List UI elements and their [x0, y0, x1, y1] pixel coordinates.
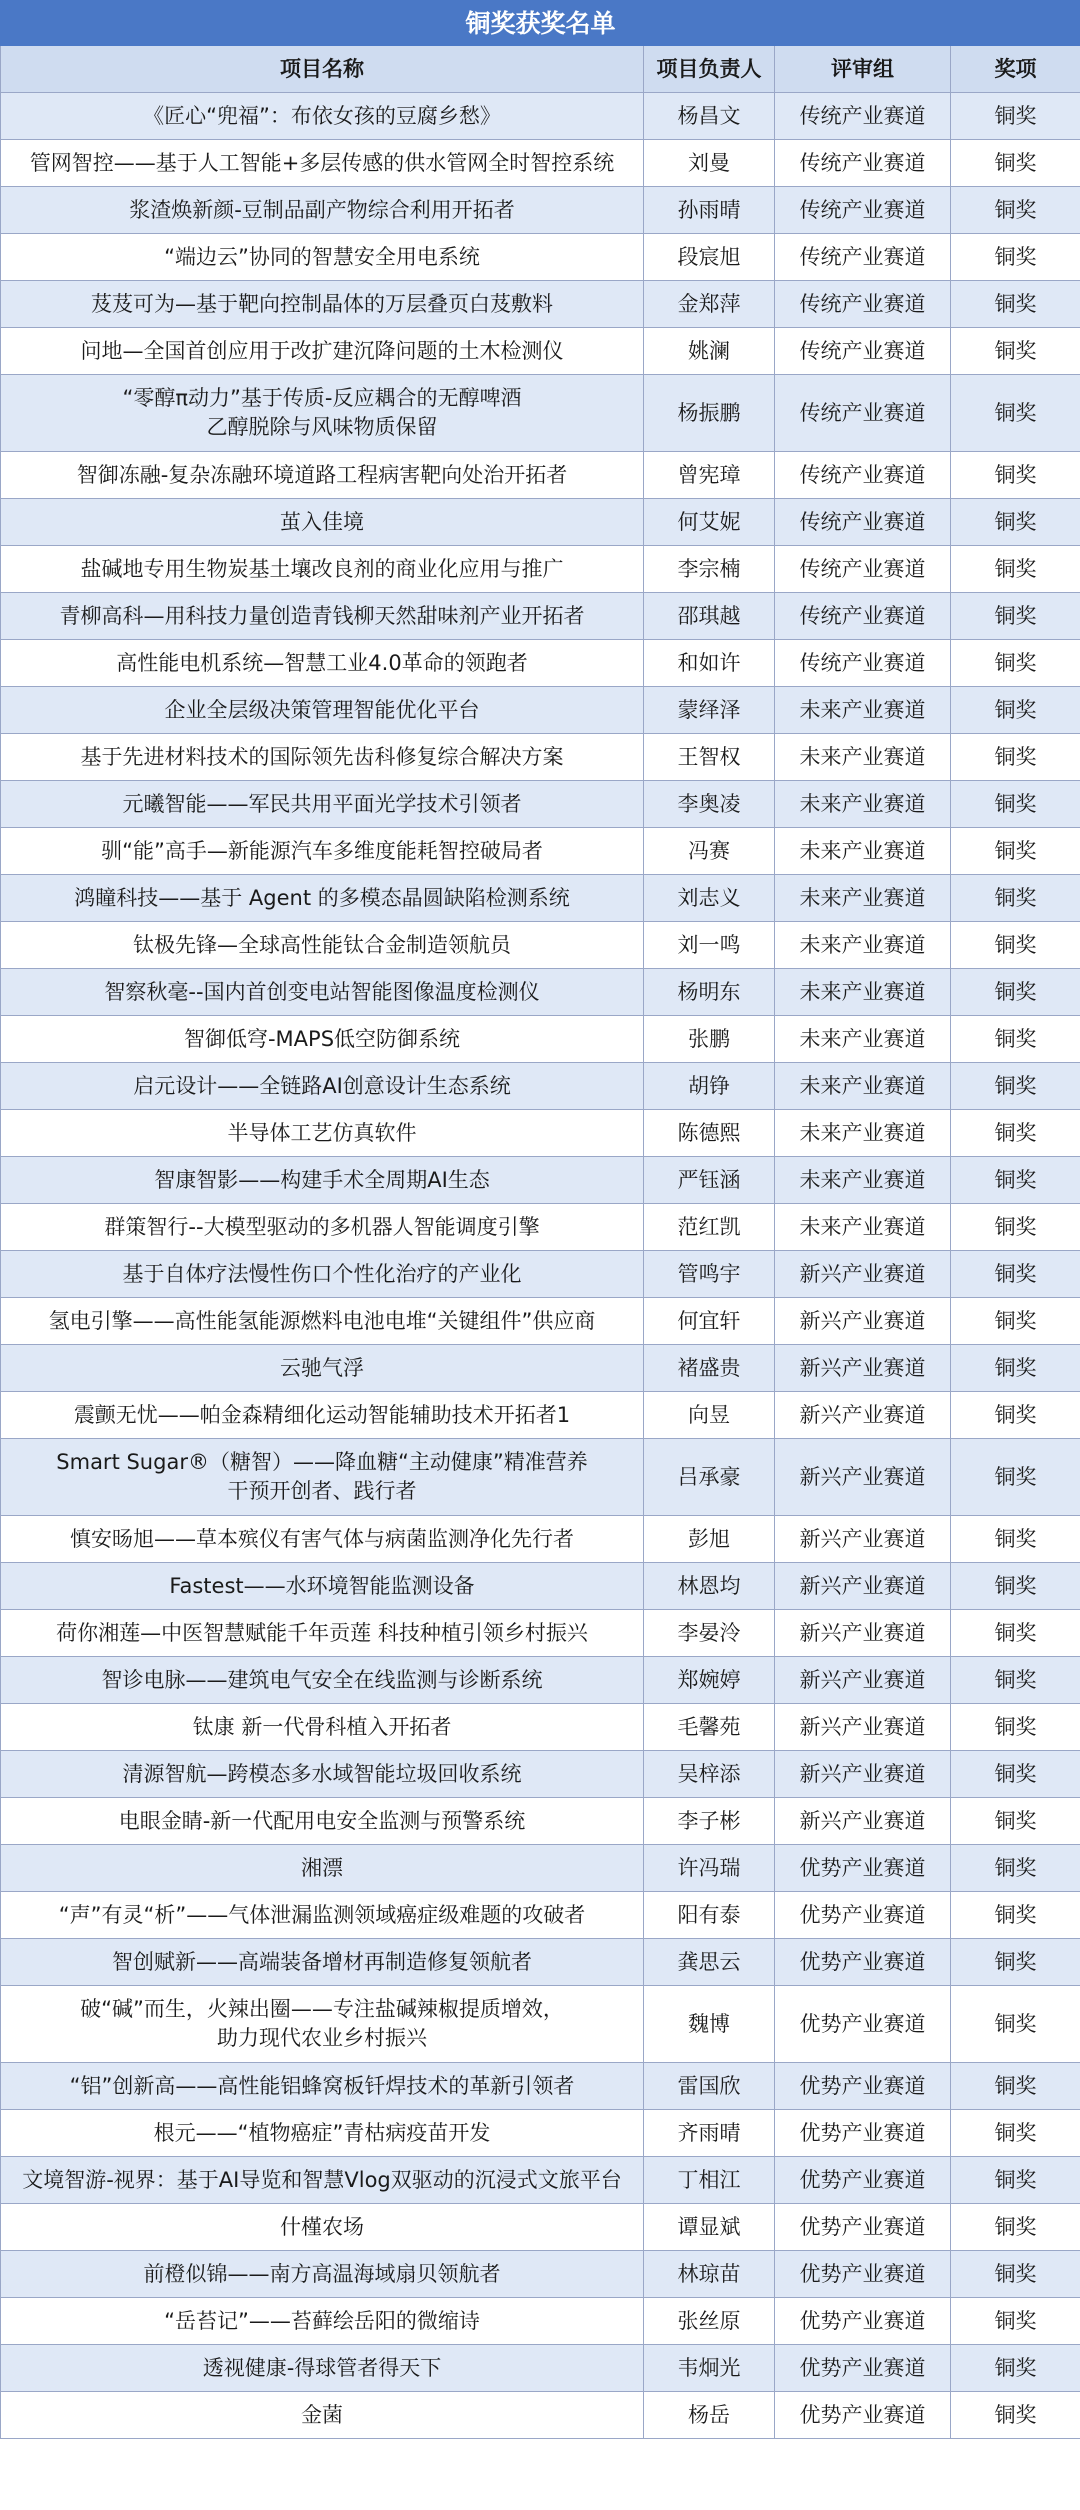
award-cell: 铜奖 — [951, 1657, 1080, 1704]
review-group-cell: 新兴产业赛道 — [775, 1345, 951, 1392]
project-name-cell: 氢电引擎——高性能氢能源燃料电池电堆“关键组件”供应商 — [1, 1298, 644, 1345]
table-row — [1, 1392, 1080, 1439]
review-group-cell: 新兴产业赛道 — [775, 1298, 951, 1345]
review-group-cell: 传统产业赛道 — [775, 281, 951, 328]
table-row — [1, 875, 1080, 922]
project-name-cell: 启元设计——全链路AI创意设计生态系统 — [1, 1063, 644, 1110]
review-group-cell: 优势产业赛道 — [775, 1986, 951, 2063]
table-row — [1, 2110, 1080, 2157]
leader-cell: 吴梓添 — [644, 1751, 775, 1798]
review-group-cell: 优势产业赛道 — [775, 2063, 951, 2110]
review-group-cell: 未来产业赛道 — [775, 781, 951, 828]
review-group-cell: 新兴产业赛道 — [775, 1251, 951, 1298]
project-name-cell: 半导体工艺仿真软件 — [1, 1110, 644, 1157]
project-name-cell: “铝”创新高——高性能铝蜂窝板钎焊技术的革新引领者 — [1, 2063, 644, 2110]
table-row — [1, 328, 1080, 375]
project-name-cell: 透视健康-得球管者得天下 — [1, 2345, 644, 2392]
project-name-cell: 金菌 — [1, 2392, 644, 2439]
award-cell: 铜奖 — [951, 687, 1080, 734]
leader-cell: 毛馨苑 — [644, 1704, 775, 1751]
review-group-cell: 优势产业赛道 — [775, 2157, 951, 2204]
table-row — [1, 2392, 1080, 2439]
award-cell: 铜奖 — [951, 828, 1080, 875]
project-name-cell: 驯“能”高手—新能源汽车多维度能耗智控破局者 — [1, 828, 644, 875]
table-row — [1, 1986, 1080, 2063]
review-group-cell: 新兴产业赛道 — [775, 1657, 951, 1704]
award-cell: 铜奖 — [951, 1892, 1080, 1939]
table-row — [1, 1204, 1080, 1251]
project-name-cell: 钛极先锋—全球高性能钛合金制造领航员 — [1, 922, 644, 969]
table-row — [1, 281, 1080, 328]
table-row — [1, 1063, 1080, 1110]
review-group-cell: 新兴产业赛道 — [775, 1798, 951, 1845]
project-name-cell: 云驰气浮 — [1, 1345, 644, 1392]
review-group-cell: 未来产业赛道 — [775, 969, 951, 1016]
table-row — [1, 452, 1080, 499]
leader-cell: 管鸣宇 — [644, 1251, 775, 1298]
award-cell: 铜奖 — [951, 875, 1080, 922]
table-row — [1, 969, 1080, 1016]
leader-cell: 严钰涵 — [644, 1157, 775, 1204]
table-row — [1, 1563, 1080, 1610]
column-header-leader: 项目负责人 — [644, 46, 775, 93]
project-name-cell: 芨芨可为—基于靶向控制晶体的万层叠页白芨敷料 — [1, 281, 644, 328]
project-name-cell: 元曦智能——军民共用平面光学技术引领者 — [1, 781, 644, 828]
review-group-cell: 优势产业赛道 — [775, 2204, 951, 2251]
award-cell: 铜奖 — [951, 1516, 1080, 1563]
leader-cell: 吕承豪 — [644, 1439, 775, 1516]
project-name-cell: 智康智影——构建手术全周期AI生态 — [1, 1157, 644, 1204]
table-row — [1, 234, 1080, 281]
project-name-cell: 茧入佳境 — [1, 499, 644, 546]
review-group-cell: 传统产业赛道 — [775, 93, 951, 140]
award-cell: 铜奖 — [951, 1986, 1080, 2063]
leader-cell: 刘曼 — [644, 140, 775, 187]
table-row — [1, 593, 1080, 640]
project-name-cell: “端边云”协同的智慧安全用电系统 — [1, 234, 644, 281]
leader-cell: 彭旭 — [644, 1516, 775, 1563]
award-cell: 铜奖 — [951, 1798, 1080, 1845]
project-name-cell: 《匠心“兜福”：布依女孩的豆腐乡愁》 — [1, 93, 644, 140]
review-group-cell: 传统产业赛道 — [775, 328, 951, 375]
award-cell: 铜奖 — [951, 1298, 1080, 1345]
column-header-name: 项目名称 — [1, 46, 644, 93]
leader-cell: 金郑萍 — [644, 281, 775, 328]
project-name-cell: 高性能电机系统—智慧工业4.0革命的领跑者 — [1, 640, 644, 687]
leader-cell: 杨昌文 — [644, 93, 775, 140]
table-row — [1, 140, 1080, 187]
leader-cell: 何艾妮 — [644, 499, 775, 546]
leader-cell: 雷国欣 — [644, 2063, 775, 2110]
table-row — [1, 1610, 1080, 1657]
project-name-cell: “岳苔记”——苔藓绘岳阳的微缩诗 — [1, 2298, 644, 2345]
table-row — [1, 781, 1080, 828]
project-name-cell: 盐碱地专用生物炭基土壤改良剂的商业化应用与推广 — [1, 546, 644, 593]
review-group-cell: 新兴产业赛道 — [775, 1563, 951, 1610]
leader-cell: 范红凯 — [644, 1204, 775, 1251]
review-group-cell: 优势产业赛道 — [775, 2345, 951, 2392]
table-title: 铜奖获奖名单 — [1, 1, 1080, 46]
leader-cell: 向昱 — [644, 1392, 775, 1439]
award-cell: 铜奖 — [951, 2345, 1080, 2392]
table-row — [1, 2251, 1080, 2298]
column-header-group: 评审组 — [775, 46, 951, 93]
table-row — [1, 1704, 1080, 1751]
leader-cell: 胡铮 — [644, 1063, 775, 1110]
project-name-cell: 电眼金睛-新一代配用电安全监测与预警系统 — [1, 1798, 644, 1845]
review-group-cell: 传统产业赛道 — [775, 452, 951, 499]
review-group-cell: 未来产业赛道 — [775, 1157, 951, 1204]
leader-cell: 张丝原 — [644, 2298, 775, 2345]
table-row — [1, 499, 1080, 546]
leader-cell: 褚盛贵 — [644, 1345, 775, 1392]
award-cell: 铜奖 — [951, 93, 1080, 140]
leader-cell: 冯赛 — [644, 828, 775, 875]
table-body — [1, 93, 1080, 2439]
project-name-cell: “零醇π动力”基于传质-反应耦合的无醇啤酒 乙醇脱除与风味物质保留 — [1, 375, 644, 452]
award-cell: 铜奖 — [951, 1563, 1080, 1610]
review-group-cell: 未来产业赛道 — [775, 687, 951, 734]
award-cell: 铜奖 — [951, 1204, 1080, 1251]
table-row — [1, 1439, 1080, 1516]
award-cell: 铜奖 — [951, 375, 1080, 452]
project-name-cell: 群策智行--大模型驱动的多机器人智能调度引擎 — [1, 1204, 644, 1251]
award-cell: 铜奖 — [951, 1704, 1080, 1751]
review-group-cell: 新兴产业赛道 — [775, 1439, 951, 1516]
review-group-cell: 新兴产业赛道 — [775, 1704, 951, 1751]
award-cell: 铜奖 — [951, 1345, 1080, 1392]
award-cell: 铜奖 — [951, 328, 1080, 375]
table-row — [1, 1845, 1080, 1892]
review-group-cell: 优势产业赛道 — [775, 2298, 951, 2345]
review-group-cell: 传统产业赛道 — [775, 234, 951, 281]
project-name-cell: 什槿农场 — [1, 2204, 644, 2251]
award-cell: 铜奖 — [951, 969, 1080, 1016]
table-row — [1, 640, 1080, 687]
leader-cell: 丁相江 — [644, 2157, 775, 2204]
table-row — [1, 1751, 1080, 1798]
leader-cell: 郑婉婷 — [644, 1657, 775, 1704]
review-group-cell: 未来产业赛道 — [775, 875, 951, 922]
review-group-cell: 优势产业赛道 — [775, 1892, 951, 1939]
project-name-cell: 智御冻融-复杂冻融环境道路工程病害靶向处治开拓者 — [1, 452, 644, 499]
leader-cell: 蒙绎泽 — [644, 687, 775, 734]
leader-cell: 杨明东 — [644, 969, 775, 1016]
table-row — [1, 1298, 1080, 1345]
review-group-cell: 优势产业赛道 — [775, 1939, 951, 1986]
table-row — [1, 687, 1080, 734]
review-group-cell: 未来产业赛道 — [775, 1016, 951, 1063]
table-row — [1, 1345, 1080, 1392]
table-row — [1, 1516, 1080, 1563]
award-cell: 铜奖 — [951, 1063, 1080, 1110]
project-name-cell: 破“碱”而生，火辣出圈——专注盐碱辣椒提质增效， 助力现代农业乡村振兴 — [1, 1986, 644, 2063]
project-name-cell: 青柳高科—用科技力量创造青钱柳天然甜味剂产业开拓者 — [1, 593, 644, 640]
table-row — [1, 375, 1080, 452]
award-cell: 铜奖 — [951, 781, 1080, 828]
table-row — [1, 734, 1080, 781]
review-group-cell: 新兴产业赛道 — [775, 1610, 951, 1657]
table-row — [1, 1798, 1080, 1845]
table-row — [1, 922, 1080, 969]
award-cell: 铜奖 — [951, 2392, 1080, 2439]
review-group-cell: 未来产业赛道 — [775, 734, 951, 781]
review-group-cell: 传统产业赛道 — [775, 546, 951, 593]
review-group-cell: 传统产业赛道 — [775, 140, 951, 187]
leader-cell: 韦炯光 — [644, 2345, 775, 2392]
project-name-cell: 荷你湘莲—中医智慧赋能千年贡莲 科技种植引领乡村振兴 — [1, 1610, 644, 1657]
leader-cell: 邵琪越 — [644, 593, 775, 640]
leader-cell: 孙雨晴 — [644, 187, 775, 234]
leader-cell: 王智权 — [644, 734, 775, 781]
table-row — [1, 1892, 1080, 1939]
leader-cell: 杨岳 — [644, 2392, 775, 2439]
table-row — [1, 2204, 1080, 2251]
award-cell: 铜奖 — [951, 1251, 1080, 1298]
award-cell: 铜奖 — [951, 734, 1080, 781]
award-cell: 铜奖 — [951, 1751, 1080, 1798]
column-header-award: 奖项 — [951, 46, 1080, 93]
review-group-cell: 传统产业赛道 — [775, 640, 951, 687]
leader-cell: 何宜轩 — [644, 1298, 775, 1345]
project-name-cell: 鸿瞳科技——基于 Agent 的多模态晶圆缺陷检测系统 — [1, 875, 644, 922]
review-group-cell: 传统产业赛道 — [775, 187, 951, 234]
award-cell: 铜奖 — [951, 1392, 1080, 1439]
award-cell: 铜奖 — [951, 2110, 1080, 2157]
review-group-cell: 传统产业赛道 — [775, 375, 951, 452]
review-group-cell: 新兴产业赛道 — [775, 1751, 951, 1798]
award-cell: 铜奖 — [951, 2298, 1080, 2345]
project-name-cell: 基于自体疗法慢性伤口个性化治疗的产业化 — [1, 1251, 644, 1298]
project-name-cell: 根元——“植物癌症”青枯病疫苗开发 — [1, 2110, 644, 2157]
leader-cell: 段宸旭 — [644, 234, 775, 281]
leader-cell: 刘一鸣 — [644, 922, 775, 969]
review-group-cell: 新兴产业赛道 — [775, 1392, 951, 1439]
award-cell: 铜奖 — [951, 1939, 1080, 1986]
award-cell: 铜奖 — [951, 1439, 1080, 1516]
leader-cell: 姚澜 — [644, 328, 775, 375]
review-group-cell: 优势产业赛道 — [775, 2251, 951, 2298]
review-group-cell: 优势产业赛道 — [775, 2392, 951, 2439]
table-row — [1, 2063, 1080, 2110]
table-row — [1, 546, 1080, 593]
table-row — [1, 1157, 1080, 1204]
table-row — [1, 1016, 1080, 1063]
review-group-cell: 优势产业赛道 — [775, 1845, 951, 1892]
leader-cell: 曾宪璋 — [644, 452, 775, 499]
award-cell: 铜奖 — [951, 2063, 1080, 2110]
leader-cell: 谭显斌 — [644, 2204, 775, 2251]
award-cell: 铜奖 — [951, 1157, 1080, 1204]
leader-cell: 龚思云 — [644, 1939, 775, 1986]
project-name-cell: 问地—全国首创应用于改扩建沉降问题的土木检测仪 — [1, 328, 644, 375]
award-cell: 铜奖 — [951, 2157, 1080, 2204]
table-row — [1, 1939, 1080, 1986]
project-name-cell: 管网智控——基于人工智能+多层传感的供水管网全时智控系统 — [1, 140, 644, 187]
leader-cell: 许冯瑞 — [644, 1845, 775, 1892]
table-row — [1, 2157, 1080, 2204]
review-group-cell: 未来产业赛道 — [775, 1110, 951, 1157]
review-group-cell: 未来产业赛道 — [775, 1063, 951, 1110]
project-name-cell: 智察秋毫--国内首创变电站智能图像温度检测仪 — [1, 969, 644, 1016]
leader-cell: 魏博 — [644, 1986, 775, 2063]
project-name-cell: 震颤无忧——帕金森精细化运动智能辅助技术开拓者1 — [1, 1392, 644, 1439]
leader-cell: 陈德熙 — [644, 1110, 775, 1157]
award-cell: 铜奖 — [951, 234, 1080, 281]
project-name-cell: 文境智游-视界：基于AI导览和智慧Vlog双驱动的沉浸式文旅平台 — [1, 2157, 644, 2204]
award-cell: 铜奖 — [951, 499, 1080, 546]
header-row — [1, 46, 1080, 93]
leader-cell: 刘志义 — [644, 875, 775, 922]
review-group-cell: 未来产业赛道 — [775, 828, 951, 875]
leader-cell: 张鹏 — [644, 1016, 775, 1063]
review-group-cell: 新兴产业赛道 — [775, 1516, 951, 1563]
project-name-cell: 前橙似锦——南方高温海域扇贝领航者 — [1, 2251, 644, 2298]
leader-cell: 林恩均 — [644, 1563, 775, 1610]
award-cell: 铜奖 — [951, 187, 1080, 234]
table-row — [1, 2345, 1080, 2392]
leader-cell: 李奥凌 — [644, 781, 775, 828]
review-group-cell: 传统产业赛道 — [775, 499, 951, 546]
award-cell: 铜奖 — [951, 1845, 1080, 1892]
project-name-cell: 智诊电脉——建筑电气安全在线监测与诊断系统 — [1, 1657, 644, 1704]
award-cell: 铜奖 — [951, 281, 1080, 328]
project-name-cell: Fastest——水环境智能监测设备 — [1, 1563, 644, 1610]
leader-cell: 李晏泠 — [644, 1610, 775, 1657]
leader-cell: 阳有泰 — [644, 1892, 775, 1939]
award-cell: 铜奖 — [951, 1016, 1080, 1063]
project-name-cell: 基于先进材料技术的国际领先齿科修复综合解决方案 — [1, 734, 644, 781]
project-name-cell: Smart Sugar®（糖智）——降血糖“主动健康”精准营养 干预开创者、践行者 — [1, 1439, 644, 1516]
table-row — [1, 93, 1080, 140]
award-cell: 铜奖 — [951, 140, 1080, 187]
award-cell: 铜奖 — [951, 1110, 1080, 1157]
review-group-cell: 优势产业赛道 — [775, 2110, 951, 2157]
award-cell: 铜奖 — [951, 546, 1080, 593]
review-group-cell: 未来产业赛道 — [775, 922, 951, 969]
review-group-cell: 未来产业赛道 — [775, 1204, 951, 1251]
award-cell: 铜奖 — [951, 593, 1080, 640]
table-row — [1, 1110, 1080, 1157]
award-cell: 铜奖 — [951, 2251, 1080, 2298]
award-cell: 铜奖 — [951, 2204, 1080, 2251]
project-name-cell: 浆渣焕新颜-豆制品副产物综合利用开拓者 — [1, 187, 644, 234]
leader-cell: 李子彬 — [644, 1798, 775, 1845]
leader-cell: 杨振鹏 — [644, 375, 775, 452]
leader-cell: 李宗楠 — [644, 546, 775, 593]
award-cell: 铜奖 — [951, 922, 1080, 969]
project-name-cell: 清源智航—跨模态多水域智能垃圾回收系统 — [1, 1751, 644, 1798]
table-row — [1, 1251, 1080, 1298]
project-name-cell: 湘漂 — [1, 1845, 644, 1892]
award-cell: 铜奖 — [951, 452, 1080, 499]
award-cell: 铜奖 — [951, 640, 1080, 687]
title-row — [1, 1, 1080, 46]
project-name-cell: 慎安旸旭——草本殡仪有害气体与病菌监测净化先行者 — [1, 1516, 644, 1563]
project-name-cell: 智御低穹-MAPS低空防御系统 — [1, 1016, 644, 1063]
project-name-cell: 企业全层级决策管理智能优化平台 — [1, 687, 644, 734]
table-row — [1, 828, 1080, 875]
table-row — [1, 187, 1080, 234]
table-row — [1, 1657, 1080, 1704]
leader-cell: 和如许 — [644, 640, 775, 687]
leader-cell: 林琼苗 — [644, 2251, 775, 2298]
project-name-cell: “声”有灵“析”——气体泄漏监测领域癌症级难题的攻破者 — [1, 1892, 644, 1939]
project-name-cell: 智创赋新——高端装备增材再制造修复领航者 — [1, 1939, 644, 1986]
project-name-cell: 钛康 新一代骨科植入开拓者 — [1, 1704, 644, 1751]
leader-cell: 齐雨晴 — [644, 2110, 775, 2157]
table-row — [1, 2298, 1080, 2345]
award-cell: 铜奖 — [951, 1610, 1080, 1657]
review-group-cell: 传统产业赛道 — [775, 593, 951, 640]
